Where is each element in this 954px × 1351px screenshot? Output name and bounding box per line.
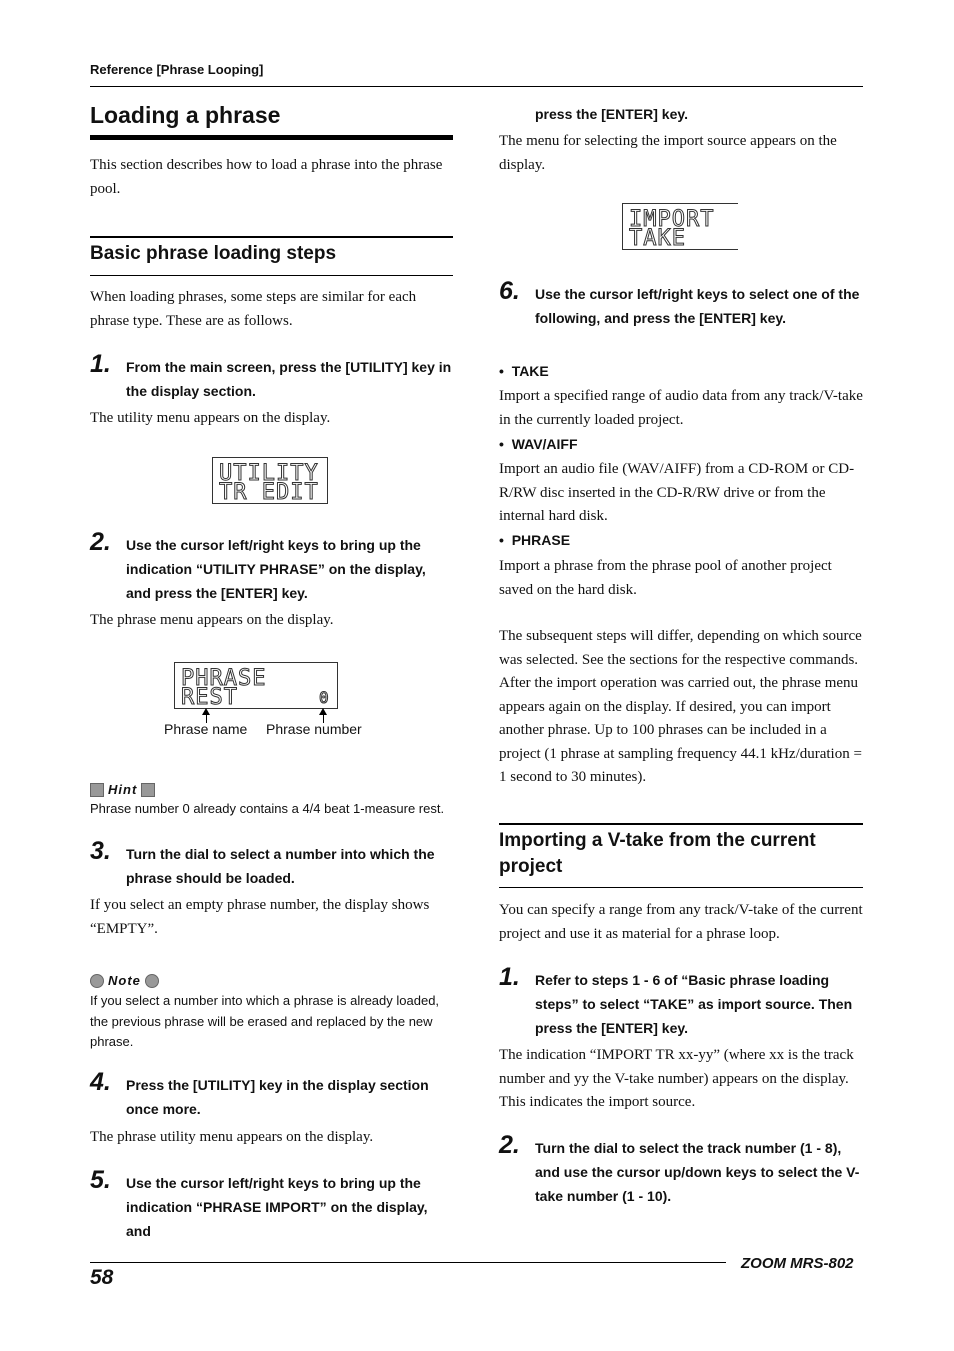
hint-icon: [90, 783, 104, 797]
lcd-line-1: IMPORT: [629, 207, 715, 232]
main-title: Loading a phrase: [90, 102, 281, 128]
step-result: The indication “IMPORT TR xx-yy” (where xx is the track number and yy the V-take number) appears on the display. This indicates the import source.: [499, 1047, 854, 1110]
lcd-display-phrase: [174, 662, 338, 709]
step-instruction: Press the [UTILITY] key in the display section once more.: [126, 1077, 429, 1117]
lcd-line-1: UTILITY: [219, 461, 319, 486]
hint-badge: [90, 782, 155, 797]
section-rule-bottom: [499, 887, 863, 888]
arrow-up-icon: [202, 708, 210, 715]
note-badge: [90, 973, 159, 988]
step-instruction: Use the cursor left/right keys to bring up the indication “PHRASE IMPORT” on the display, and: [126, 1175, 428, 1239]
hint-icon: [141, 783, 155, 797]
step-result: If you select an empty phrase number, the display shows “EMPTY”.: [90, 897, 430, 937]
header-rule: [90, 86, 863, 87]
note-icon: [90, 974, 104, 988]
footer-brand: ZOOM MRS-802: [741, 1255, 854, 1272]
lcd-line-2: REST: [181, 685, 238, 710]
step-number: 5.: [90, 1166, 111, 1194]
section-title-importing: Importing a V-take from the current project: [499, 830, 816, 877]
step-number: 3.: [90, 837, 111, 865]
option-label: TAKE: [511, 363, 549, 379]
hint-text: Phrase number 0 already contains a 4/4 beat 1-measure rest.: [90, 801, 445, 816]
lcd-display-import: [622, 203, 738, 250]
step-number: 2.: [90, 528, 111, 556]
subsequent-text: The subsequent steps will differ, depending on which source was selected. See the sections for the respective commands. After the import operation was carried out, the phrase menu appears again on the display. If desired, you can import another phrase. Up to 100 phrases can be included in a project (1 phrase at sampling frequency 44.1 kHz/duration = 1 second to 30 minutes).: [499, 628, 862, 785]
step-number: 6.: [499, 277, 520, 305]
section-intro: You can specify a range from any track/V-take of the current project and use it as material for a phrase loop.: [499, 902, 863, 942]
step-number: 4.: [90, 1068, 111, 1096]
section-rule-top: [90, 236, 453, 238]
section-intro: When loading phrases, some steps are similar for each phrase type. These are as follows.: [90, 289, 417, 329]
footer-rule: [90, 1262, 726, 1263]
step-result: The phrase utility menu appears on the display.: [90, 1129, 374, 1145]
caption-phrase-name: Phrase name: [164, 721, 248, 737]
step-instruction: From the main screen, press the [UTILITY] key in the display section.: [126, 359, 452, 399]
step-instruction: Use the cursor left/right keys to bring up the indication “UTILITY PHRASE” on the display, and press the [ENTER] key.: [126, 537, 426, 601]
hint-label: Hint: [108, 782, 138, 797]
step-instruction: Use the cursor left/right keys to select one of the following, and press the [ENTER] key.: [535, 286, 860, 326]
note-icon: [145, 974, 159, 988]
section-rule-bottom: [90, 275, 453, 276]
step-result: The menu for selecting the import source appears on the display.: [499, 133, 837, 173]
running-header: Reference [Phrase Looping]: [90, 62, 264, 77]
step-number: 1.: [499, 963, 520, 991]
section-rule-top: [499, 823, 863, 825]
note-text: If you select a number into which a phrase is already loaded, the previous phrase will be erased and replaced by the new phrase.: [90, 993, 440, 1049]
step-instruction: Turn the dial to select the track number (1 - 8), and use the cursor up/down keys to select the V-take number (1 - 10).: [535, 1140, 860, 1204]
option-label: WAV/AIFF: [511, 436, 578, 452]
option-bullet: • TAKE: [499, 363, 549, 379]
lcd-line-2: TR EDIT: [219, 480, 319, 505]
section-title-basic: Basic phrase loading steps: [90, 243, 337, 264]
caption-phrase-number: Phrase number: [266, 721, 362, 737]
arrow-up-icon: [319, 708, 327, 715]
step-instruction: Turn the dial to select a number into which the phrase should be loaded.: [126, 846, 435, 886]
option-bullet: • WAV/AIFF: [499, 436, 578, 452]
page-number: 58: [90, 1266, 114, 1289]
lcd-display-utility: [212, 457, 328, 504]
option-label: PHRASE: [511, 532, 571, 548]
lcd-line-1: PHRASE: [181, 666, 267, 691]
option-bullet: • PHRASE: [499, 532, 571, 548]
title-rule: [90, 135, 453, 140]
option-description: Import a phrase from the phrase pool of another project saved on the hard disk.: [499, 558, 832, 598]
option-description: Import an audio file (WAV/AIFF) from a CD-ROM or CD-R/RW disc inserted in the CD-R/RW drive or from the internal hard disk.: [499, 461, 855, 524]
step-number: 1.: [90, 350, 111, 378]
step-number: 2.: [499, 1131, 520, 1159]
step-result: The utility menu appears on the display.: [90, 410, 331, 426]
intro-text: This section describes how to load a phrase into the phrase pool.: [90, 157, 443, 197]
note-label: Note: [108, 973, 141, 988]
lcd-line-2: TAKE: [629, 226, 686, 251]
option-description: Import a specified range of audio data from any track/V-take in the currently loaded project.: [499, 388, 863, 428]
lcd-phrase-number: 0: [319, 688, 329, 707]
step-result: The phrase menu appears on the display.: [90, 612, 334, 628]
step-instruction: Refer to steps 1 - 6 of “Basic phrase loading steps” to select “TAKE” as import source. Then press the [ENTER] key.: [535, 972, 853, 1036]
step-instruction-continued: press the [ENTER] key.: [535, 106, 689, 122]
